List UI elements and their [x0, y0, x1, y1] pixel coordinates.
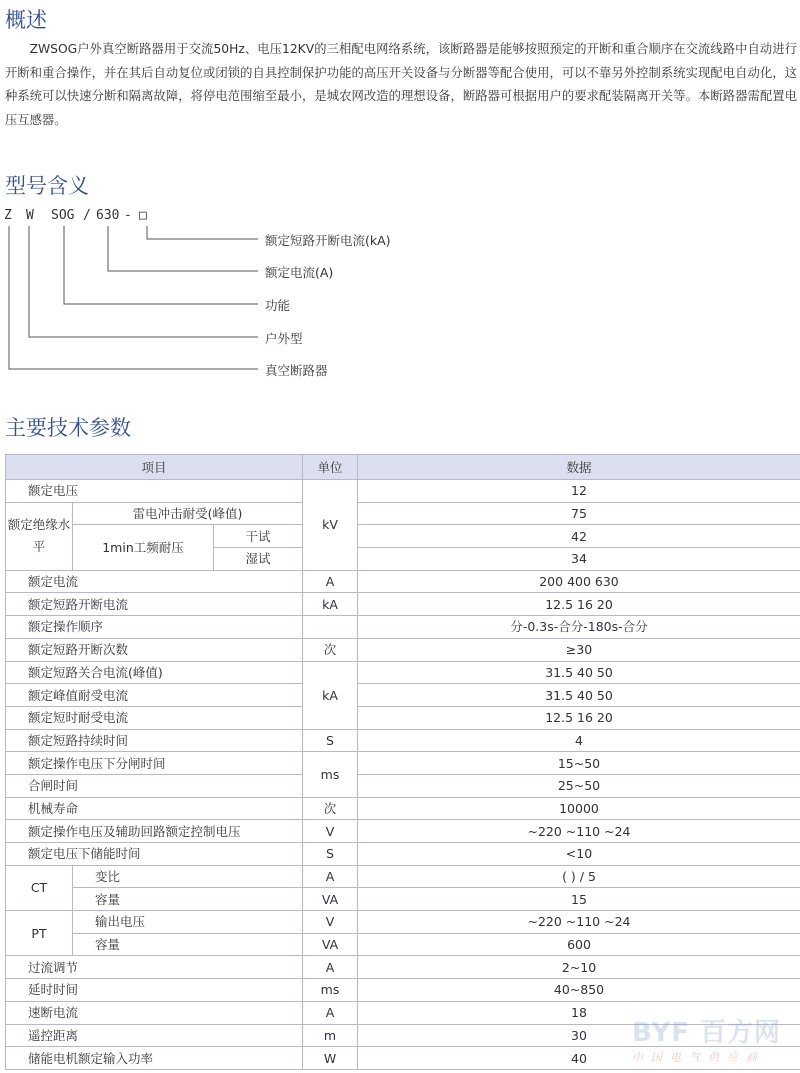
model-diagram-lines [0, 0, 800, 400]
param-name: 额定峰值耐受电流 [6, 684, 303, 707]
param-unit: 次 [303, 797, 358, 820]
model-heading: 型号含义 [5, 174, 89, 198]
param-subname: 1min工频耐压 [73, 525, 214, 570]
table-row [6, 979, 800, 1002]
param-unit: A [303, 956, 358, 979]
params-heading: 主要技术参数 [5, 416, 131, 440]
param-value: 30 [358, 1024, 800, 1047]
table-row [6, 933, 800, 956]
param-value: 34 [358, 548, 800, 571]
param-value: 200 400 630 [358, 570, 800, 593]
param-unit: VA [303, 933, 358, 956]
watermark-logo [632, 1012, 792, 1068]
code-slash: / [83, 208, 91, 223]
param-group-ct: CT [6, 865, 73, 910]
param-unit: A [303, 570, 358, 593]
param-unit: m [303, 1024, 358, 1047]
param-name: 速断电流 [6, 1001, 303, 1024]
param-value: 12.5 16 20 [358, 593, 800, 616]
param-unit [303, 616, 358, 639]
param-name: 额定绝缘水平 [6, 502, 73, 570]
param-value: 12.5 16 20 [358, 706, 800, 729]
param-name: 额定操作顺序 [6, 616, 303, 639]
param-unit: VA [303, 888, 358, 911]
param-unit: S [303, 729, 358, 752]
code-w: W [26, 208, 34, 223]
header-unit: 单位 [303, 455, 358, 480]
table-row [6, 865, 800, 888]
param-unit: V [303, 820, 358, 843]
param-name: 延时时间 [6, 979, 303, 1002]
code-630: 630 [96, 208, 120, 223]
param-unit: S [303, 843, 358, 866]
param-value: 12 [358, 480, 800, 503]
param-unit: ms [303, 752, 358, 797]
param-name: 额定短路开断电流 [6, 593, 303, 616]
table-row [6, 593, 800, 616]
label-breaking-current: 额定短路开断电流(kA) [265, 233, 391, 248]
table-row [6, 843, 800, 866]
param-name: 额定操作电压下分闸时间 [6, 752, 303, 775]
param-value: 75 [358, 502, 800, 525]
param-value: 18 [358, 1001, 800, 1024]
param-value: ~220 ~110 ~24 [358, 820, 800, 843]
parameters-table [5, 454, 800, 1070]
param-name: 额定电流 [6, 570, 303, 593]
param-value: ≥30 [358, 638, 800, 661]
param-value: 15~50 [358, 752, 800, 775]
param-subname: 输出电压 [73, 911, 303, 934]
table-row [6, 797, 800, 820]
table-row [6, 480, 800, 503]
param-name: 额定短路持续时间 [6, 729, 303, 752]
table-row [6, 525, 800, 548]
table-row [6, 888, 800, 911]
table-row [6, 774, 800, 797]
table-row [6, 820, 800, 843]
table-header-row [6, 455, 800, 480]
table-row [6, 706, 800, 729]
param-value: 42 [358, 525, 800, 548]
table-row [6, 684, 800, 707]
param-unit: W [303, 1047, 358, 1070]
code-z: Z [4, 208, 12, 223]
param-subname: 湿试 [214, 548, 303, 571]
param-name: 储能电机额定输入功率 [6, 1047, 303, 1070]
param-name: 额定操作电压及辅助回路额定控制电压 [6, 820, 303, 843]
param-value: <10 [358, 843, 800, 866]
param-subname: 干试 [214, 525, 303, 548]
param-group-pt: PT [6, 911, 73, 956]
table-row [6, 661, 800, 684]
param-name: 额定电压 [6, 480, 303, 503]
param-value: 2~10 [358, 956, 800, 979]
label-function: 功能 [265, 298, 291, 313]
param-name: 额定短时耐受电流 [6, 706, 303, 729]
watermark-logo-text: BYF 百方网 [632, 1018, 782, 1048]
param-name: 机械寿命 [6, 797, 303, 820]
code-dash: - [124, 208, 132, 223]
param-value: 分-0.3s-合分-180s-合分 [358, 616, 800, 639]
param-value: ~220 ~110 ~24 [358, 911, 800, 934]
header-data: 数据 [358, 455, 800, 480]
table-row [6, 616, 800, 639]
param-value: 31.5 40 50 [358, 661, 800, 684]
param-name: 额定短路开断次数 [6, 638, 303, 661]
param-value: 31.5 40 50 [358, 684, 800, 707]
param-value: 40~850 [358, 979, 800, 1002]
param-subname: 雷电冲击耐受(峰值) [73, 502, 303, 525]
table-row [6, 911, 800, 934]
table-row [6, 956, 800, 979]
table-row [6, 729, 800, 752]
table-row [6, 638, 800, 661]
param-value: 15 [358, 888, 800, 911]
param-unit: V [303, 911, 358, 934]
param-value: 4 [358, 729, 800, 752]
param-unit: kV [303, 480, 358, 571]
table-row [6, 570, 800, 593]
param-subname: 容量 [73, 933, 303, 956]
param-unit: A [303, 865, 358, 888]
param-unit: A [303, 1001, 358, 1024]
param-name: 过流调节 [6, 956, 303, 979]
param-unit: ms [303, 979, 358, 1002]
table-row [6, 502, 800, 525]
param-name: 额定电压下储能时间 [6, 843, 303, 866]
param-unit: kA [303, 593, 358, 616]
param-unit: 次 [303, 638, 358, 661]
param-value: 600 [358, 933, 800, 956]
overview-heading: 概述 [5, 8, 47, 32]
label-vacuum: 真空断路器 [265, 363, 328, 378]
code-sog: SOG [51, 208, 75, 223]
param-value: 25~50 [358, 774, 800, 797]
watermark-subtitle: 中国电气供应商 [632, 1051, 765, 1064]
label-rated-current: 额定电流(A) [265, 265, 334, 280]
param-value: ( ) / 5 [358, 865, 800, 888]
code-box: □ [139, 208, 147, 223]
param-subname: 容量 [73, 888, 303, 911]
param-name: 额定短路关合电流(峰值) [6, 661, 303, 684]
header-item: 项目 [6, 455, 303, 480]
table-row [6, 752, 800, 775]
label-outdoor: 户外型 [265, 331, 303, 346]
param-unit: kA [303, 661, 358, 729]
param-value: 40 [358, 1047, 800, 1070]
param-subname: 变比 [73, 865, 303, 888]
param-value: 10000 [358, 797, 800, 820]
param-name: 遥控距离 [6, 1024, 303, 1047]
overview-text: ZWSOG户外真空断路器用于交流50Hz、电压12KV的三相配电网络系统，该断路器是能够按照预定的开断和重合顺序在交流线路中自动进行开断和重合操作，并在其后自动复位或闭锁的自具控制保护功能的高压开关设备与分断器等配合使用，可以不靠另外控制系统实现配电自动化，这种系统可以快速分断和隔离故障，将停电范围缩至最小，是城农网改造的理想设备，断路器可根据用户的要求配装隔离开关等。本断路器需配置电压互感器。 [5, 42, 797, 127]
param-name: 合闸时间 [6, 774, 303, 797]
